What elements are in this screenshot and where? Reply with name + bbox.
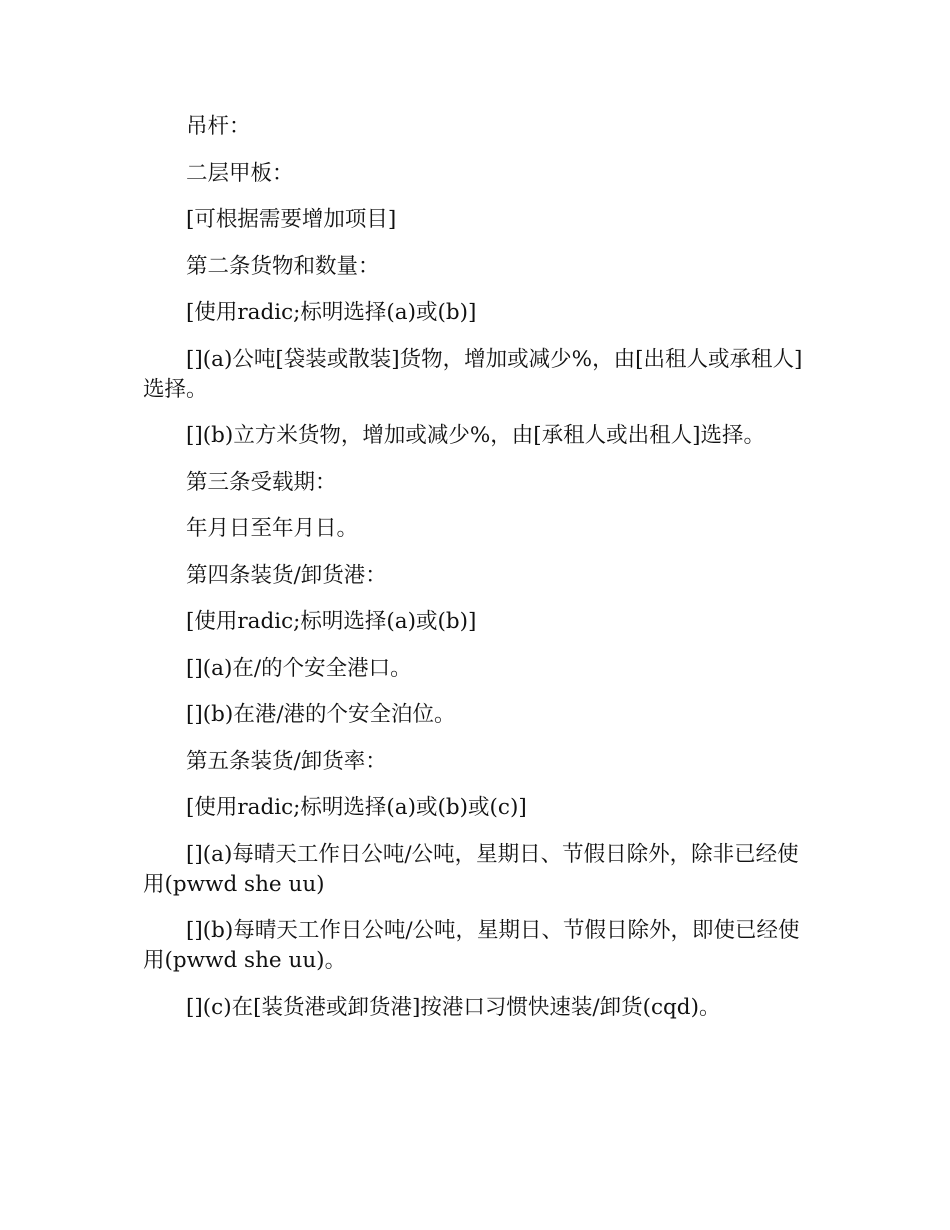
heading-article-2: 第二条货物和数量：	[186, 253, 380, 279]
paragraph-select-note-2: [使用radic;标明选择(a)或(b)]	[186, 300, 477, 325]
paragraph-derrick: 吊杆：	[186, 114, 251, 139]
option-5a: [](a)每晴天工作日公吨/公吨，星期日、节假日除外，除非已经使用(pwwd she uu)	[143, 841, 799, 897]
option-2b: [](b)立方米货物，增加或减少%，由[承租人或出租人]选择。	[186, 423, 766, 448]
paragraph-select-note-5: [使用radic;标明选择(a)或(b)或(c)]	[186, 795, 527, 820]
option-4b: [](b)在港/港的个安全泊位。	[186, 702, 456, 727]
heading-article-4: 第四条装货/卸货港：	[186, 562, 387, 588]
paragraph-select-note-4: [使用radic;标明选择(a)或(b)]	[186, 609, 477, 634]
heading-article-3: 第三条受载期：	[186, 469, 337, 495]
paragraph-tween-deck: 二层甲板：	[186, 160, 294, 186]
document-body	[143, 112, 805, 1039]
option-5c: [](c)在[装货港或卸货港]按港口习惯快速装/卸货(cqd)。	[186, 994, 721, 1020]
option-4a: [](a)在/的个安全港口。	[186, 655, 412, 681]
paragraph-add-items-note: [可根据需要增加项目]	[186, 207, 397, 232]
option-2a: [](a)公吨[袋装或散装]货物，增加或减少%，由[出租人或承租人]选择。	[143, 346, 803, 402]
heading-article-5: 第五条装货/卸货率：	[186, 748, 387, 774]
paragraph-laycan-dates: 年月日至年月日。	[186, 516, 359, 541]
option-5b: [](b)每晴天工作日公吨/公吨，星期日、节假日除外，即使已经使用(pwwd she uu)。	[143, 918, 800, 973]
